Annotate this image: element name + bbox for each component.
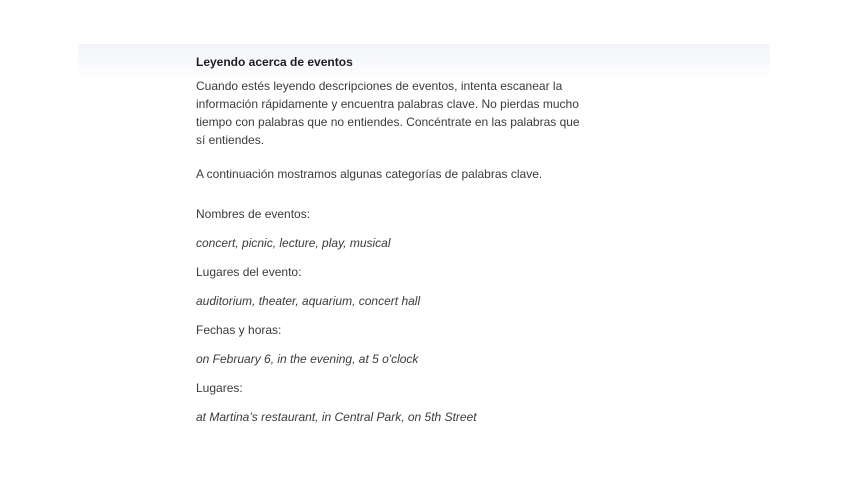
category-label: Lugares del evento:	[196, 265, 302, 279]
article-heading: Leyendo acerca de eventos	[196, 55, 353, 69]
category-label: Fechas y horas:	[196, 323, 282, 337]
article-content	[196, 54, 586, 183]
category-examples: on February 6, in the evening, at 5 o'clock	[196, 352, 419, 366]
category-label: Nombres de eventos:	[196, 207, 311, 221]
categories-intro: A continuación mostramos algunas categorías de palabras clave.	[196, 167, 543, 181]
category-examples: concert, picnic, lecture, play, musical	[196, 236, 391, 250]
category-examples: at Martina’s restaurant, in Central Park, on 5th Street	[196, 410, 477, 424]
category-label: Lugares:	[196, 381, 243, 395]
category-examples: auditorium, theater, aquarium, concert hall	[196, 294, 421, 308]
intro-paragraph: Cuando estés leyendo descripciones de eventos, intenta escanear la información rápidamente y encuentra palabras clave. No pierdas mucho tiempo con palabras que no entiendes. Concéntrate en las palabras que sí entiendes.	[196, 79, 580, 147]
